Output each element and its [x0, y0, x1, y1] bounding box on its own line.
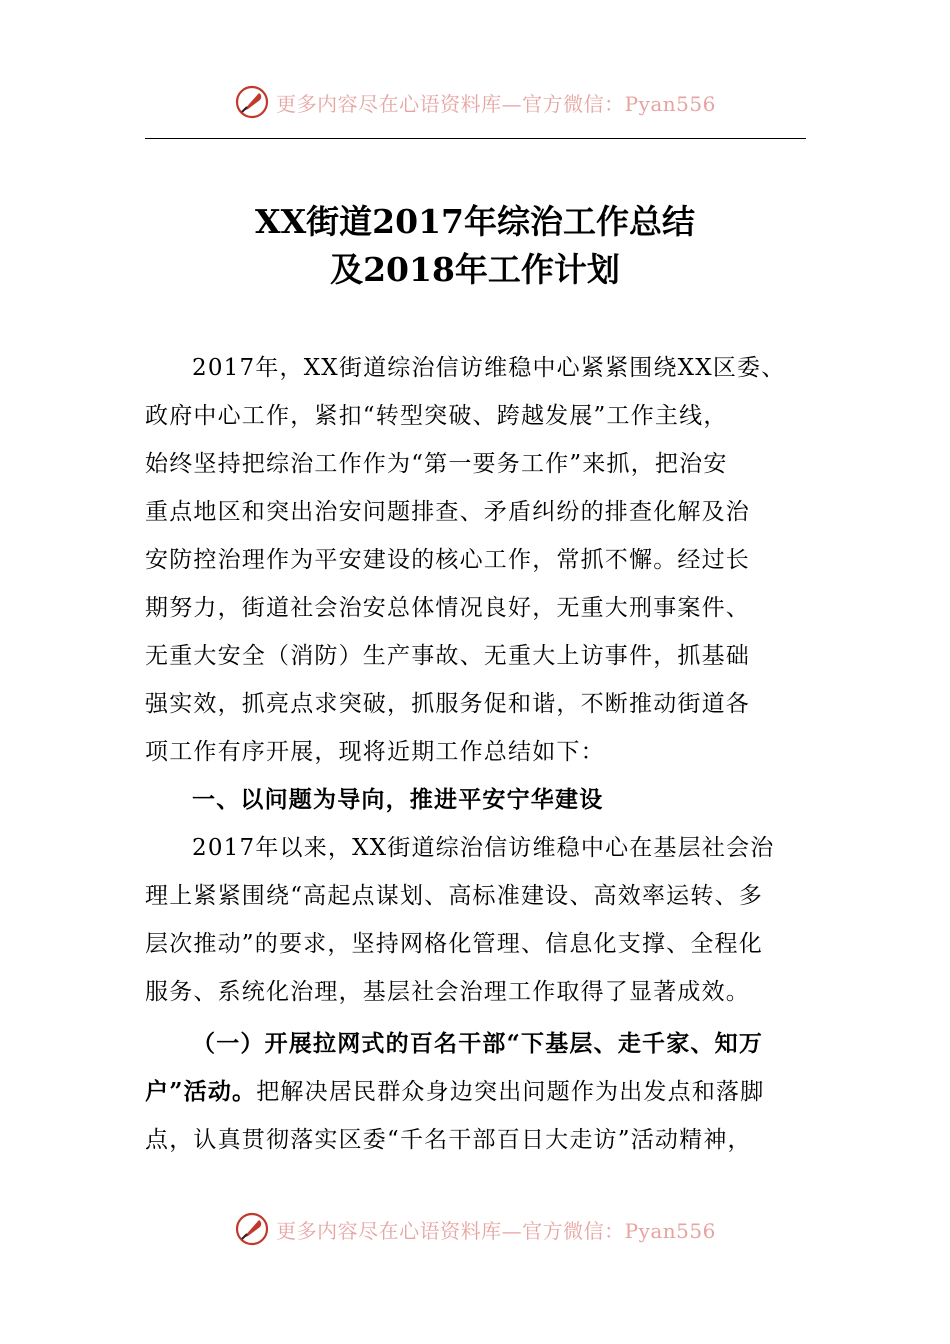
- section-heading: 一、以问题为导向，推进平安宁华建设: [192, 787, 604, 813]
- watermark-header: [0, 82, 950, 122]
- watermark-footer: [0, 1209, 950, 1249]
- watermark-text: 更多内容尽在心语资料库—官方微信：Pyan556: [276, 1218, 716, 1243]
- watermark-text: 更多内容尽在心语资料库—官方微信：Pyan556: [276, 91, 716, 116]
- body-line: 重点地区和突出治安问题排查、矛盾纠纷的排查化解及治: [145, 499, 750, 525]
- subsection-heading: （一）开展拉网式的百名干部“下基层、走千家、知万: [192, 1030, 764, 1057]
- subsection-text: 把解决居民群众身边突出问题作为出发点和落脚: [256, 1079, 765, 1105]
- quill-pen-logo-icon: [234, 84, 270, 120]
- body-line: 无重大安全（消防）生产事故、无重大上访事件，抓基础: [145, 643, 750, 669]
- document-title-line2: 及2018年工作计划: [330, 250, 620, 289]
- body-line: 2017年以来，XX街道综治信访维稳中心在基层社会治: [192, 835, 775, 861]
- body-line: 服务、系统化治理，基层社会治理工作取得了显著成效。: [145, 979, 750, 1005]
- body-line: 始终坚持把综治工作作为“第一要务工作”来抓，把治安: [145, 451, 728, 477]
- subsection-heading-end: 户”活动。: [145, 1078, 257, 1105]
- document-title-line1: XX街道2017年综治工作总结: [254, 202, 696, 241]
- body-line: 理上紧紧围绕“高起点谋划、高标准建设、高效率运转、多: [145, 883, 763, 909]
- quill-pen-logo-icon: [234, 1211, 270, 1247]
- body-line: 期努力，街道社会治安总体情况良好，无重大刑事案件、: [145, 595, 750, 621]
- header-divider: [145, 138, 806, 139]
- body-line: 政府中心工作，紧扣“转型突破、跨越发展”工作主线，: [145, 403, 728, 429]
- body-line: 强实效，抓亮点求突破，抓服务促和谐，不断推动街道各: [145, 691, 750, 717]
- subsection-line: [145, 1077, 806, 1107]
- body-line: 层次推动”的要求，坚持网格化管理、信息化支撑、全程化: [145, 931, 763, 957]
- body-line: 项工作有序开展，现将近期工作总结如下：: [145, 739, 605, 765]
- body-line: 点，认真贯彻落实区委“千名干部百日大走访”活动精神，: [145, 1127, 752, 1153]
- body-line: 安防控治理作为平安建设的核心工作，常抓不懈。经过长: [145, 547, 750, 573]
- body-line: 2017年，XX街道综治信访维稳中心紧紧围绕XX区委、: [192, 355, 786, 381]
